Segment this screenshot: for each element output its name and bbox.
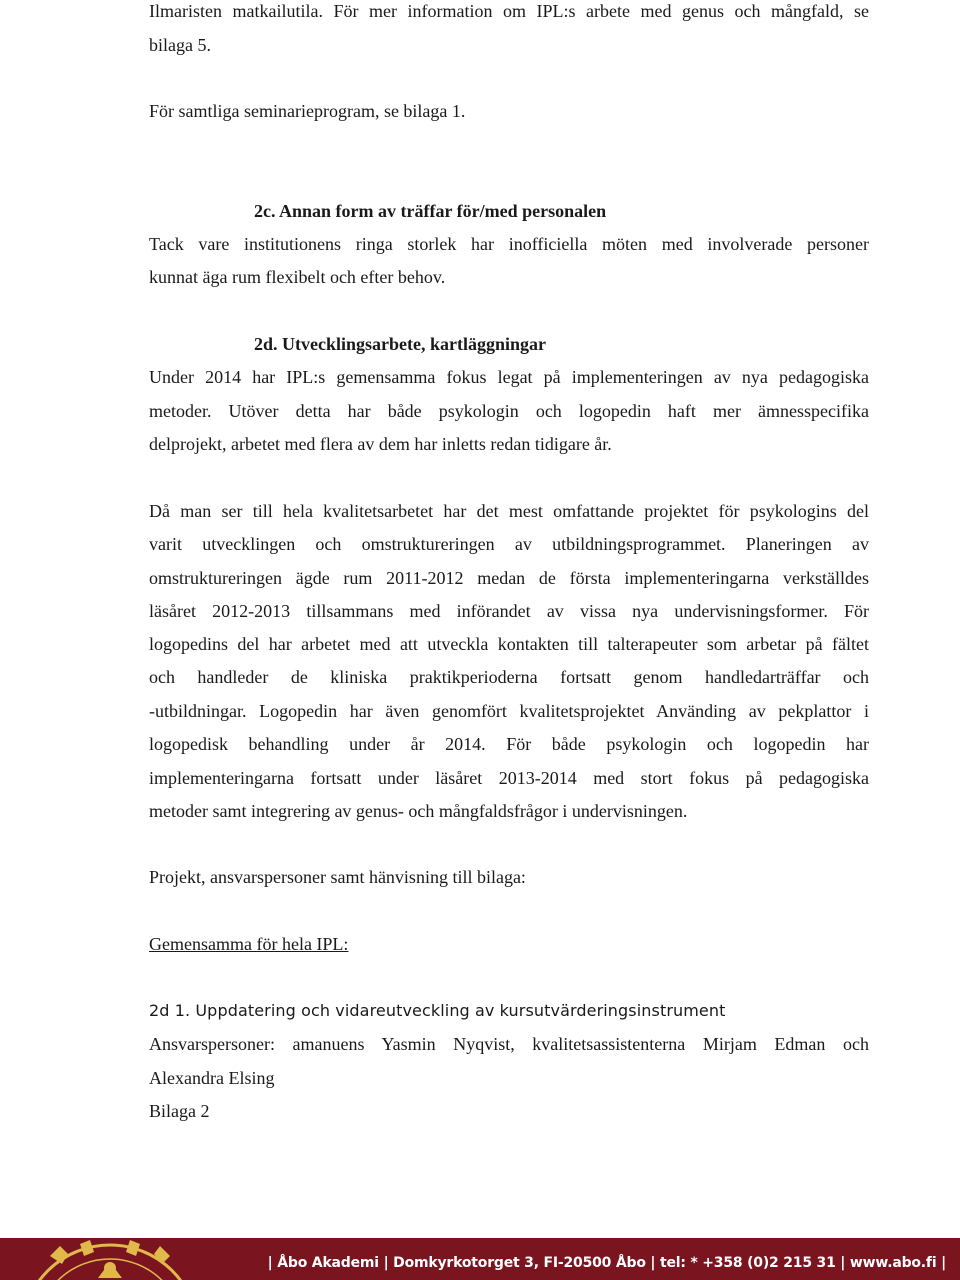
body-text-line: varit utvecklingen och omstruktureringen av utbildningsprogrammet. Planeringen av <box>149 534 869 554</box>
body-text-line: -utbildningar. Logopedin har även genomfört kvalitetsprojektet Använding av pekplattor i <box>149 701 869 721</box>
body-text-line: metoder. Utöver detta har både psykologin och logopedin haft mer ämnesspecifika <box>149 401 869 421</box>
body-text-line: omstruktureringen ägde rum 2011-2012 medan de första implementeringarna verkställdes <box>149 568 869 588</box>
university-seal-icon <box>0 1238 230 1280</box>
responsible-persons-cont: Alexandra Elsing <box>149 1068 275 1088</box>
body-text-line: logopedins del har arbetet med att utveckla kontakten till talterapeuter som arbetar på fältet <box>149 634 869 654</box>
body-text-line: läsåret 2012-2013 tillsammans med införandet av vissa nya undervisningsformer. För <box>149 601 869 621</box>
body-text-line: Tack vare institutionens ringa storlek har inofficiella möten med involverade personer <box>149 234 869 254</box>
common-projects-heading: Gemensamma för hela IPL: <box>149 934 349 954</box>
body-text-line: För samtliga seminarieprogram, se bilaga 1. <box>149 101 466 121</box>
body-text-line: logopedisk behandling under år 2014. För både psykologin och logopedin har <box>149 734 869 754</box>
body-text-line: implementeringarna fortsatt under läsåret 2013-2014 med stort fokus på pedagogiska <box>149 768 869 788</box>
body-text-line: bilaga 5. <box>149 35 211 55</box>
responsible-persons: Ansvarspersoner: amanuens Yasmin Nyqvist, kvalitetsassistenterna Mirjam Edman och <box>149 1034 869 1054</box>
body-text-line: Då man ser till hela kvalitetsarbetet har det mest omfattande projektet för psykologins del <box>149 501 869 521</box>
projects-intro: Projekt, ansvarspersoner samt hänvisning till bilaga: <box>149 867 526 887</box>
body-text-line: Ilmaristen matkailutila. För mer information om IPL:s arbete med genus och mångfald, se <box>149 1 869 21</box>
body-text-line: metoder samt integrering av genus- och mångfaldsfrågor i undervisningen. <box>149 801 688 821</box>
body-text-line: Under 2014 har IPL:s gemensamma fokus legat på implementeringen av nya pedagogiska <box>149 367 869 387</box>
project-title: 2d 1. Uppdatering och vidareutveckling av kursutvärderingsinstrument <box>149 1001 726 1020</box>
section-heading-2c: 2c. Annan form av träffar för/med personalen <box>254 201 607 221</box>
body-text-line: och handleder de kliniska praktikperioderna fortsatt genom handledarträffar och <box>149 667 869 687</box>
appendix-reference: Bilaga 2 <box>149 1101 210 1121</box>
body-text-line: delprojekt, arbetet med flera av dem har inletts redan tidigare år. <box>149 434 612 454</box>
section-heading-2d: 2d. Utvecklingsarbete, kartläggningar <box>254 334 546 354</box>
body-text-line: kunnat äga rum flexibelt och efter behov. <box>149 267 446 287</box>
footer-contact-text: | Åbo Akademi | Domkyrkotorget 3, FI-20500 Åbo | tel: * +358 (0)2 215 31 | www.abo.fi | <box>267 1255 946 1271</box>
